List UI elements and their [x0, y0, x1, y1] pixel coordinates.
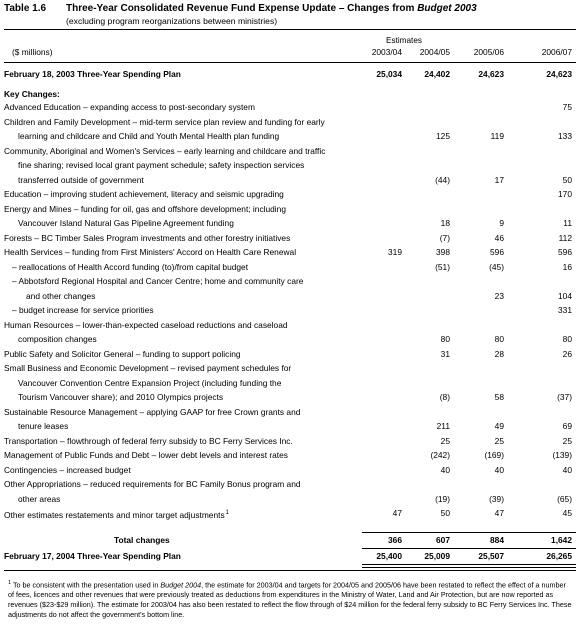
row-label	[12, 276, 386, 287]
row-value-c3: 9	[499, 218, 504, 228]
key-changes-heading	[4, 89, 576, 100]
plan-end-double-rule	[362, 564, 576, 568]
row-value-c3: 80	[494, 334, 504, 344]
row-label	[4, 465, 386, 476]
row-label	[26, 291, 386, 302]
col-header-2004: 2004/05	[419, 47, 450, 57]
row-label	[18, 378, 386, 389]
row-label-text: composition changes	[18, 334, 97, 344]
row-value-c2: (7)	[439, 232, 450, 243]
row-label-text: transferred outside of government	[18, 174, 144, 185]
table-row	[4, 465, 576, 476]
row-value-c2: (242)	[430, 450, 450, 460]
header-rule	[4, 29, 576, 30]
row-label-text: Tourism Vancouver share); and 2010 Olympics projects	[18, 392, 224, 402]
row-label	[18, 218, 386, 229]
row-label-text: – reallocations of Health Accord funding (to)/from capital budget	[12, 261, 249, 272]
row-value-c2: 40	[440, 464, 450, 475]
title-text: Three-Year Consolidated Revenue Fund Expense Update – Changes from	[66, 3, 418, 14]
row-value-c2: (44)	[435, 174, 450, 185]
row-value-c4: 133	[558, 131, 572, 141]
plan-start-row	[4, 69, 576, 80]
row-label	[4, 102, 386, 113]
row-value-c4: 16	[562, 261, 572, 272]
row-label-text: Health Services – funding from First Ministers' Accord on Health Care Renewal	[4, 247, 297, 257]
row-value-c4: (37)	[557, 392, 572, 402]
row-value-c4: 170	[558, 189, 572, 199]
plan-end-rule	[362, 548, 576, 549]
table-number: Table 1.6	[4, 3, 47, 14]
table-row	[4, 131, 576, 142]
row-value-c4: 69	[562, 421, 572, 431]
row-value-c4: 596	[558, 247, 572, 257]
row-label	[4, 247, 386, 258]
row-value-c1: 47	[392, 508, 402, 518]
footnote-post: , the estimate for 2003/04 and targets for 2004/05 and 2005/06 have been restated to reflect the effect of a number of fees, licences and other revenues that were previously treated as deductions from expenditures in the Ministry of Water, Land and Air Protection, but are now reported as revenues ($23-$29 million). The estimate for 2003/04 has also been restated to reflect the flow through of $24 million for the federal ferry subsidy to BC Ferry Services Inc. These adjustments do not affect the government's bottom line.	[8, 580, 572, 620]
plan-end-c2: 25,009	[424, 551, 450, 561]
table-row	[4, 160, 576, 171]
row-label	[18, 175, 386, 186]
plan-end-label: February 17, 2004 Three-Year Spending Plan	[4, 551, 386, 562]
table-row	[4, 262, 576, 273]
row-label	[4, 436, 386, 447]
row-label	[18, 131, 386, 142]
table-row	[4, 421, 576, 432]
plan-start-c1: 25,034	[376, 69, 402, 79]
row-label-text: Other estimates restatements and minor target adjustments	[4, 509, 225, 520]
row-label	[4, 479, 386, 490]
table-row	[4, 320, 576, 331]
table-title	[66, 3, 477, 14]
table-row	[4, 146, 576, 157]
row-value-c3: 596	[490, 247, 504, 257]
row-label-text: fine sharing; revised local grant payment schedule; safety inspection services	[18, 160, 305, 170]
row-label	[18, 160, 386, 171]
row-label-text: Sustainable Resource Management – applying GAAP for free Crown grants and	[4, 406, 301, 417]
row-value-c1: 319	[388, 247, 402, 257]
table-row	[4, 305, 576, 316]
row-value-c4: 40	[562, 464, 572, 475]
row-label	[4, 146, 386, 157]
row-value-c3: 119	[490, 131, 504, 141]
table-row	[4, 102, 576, 113]
row-label	[4, 117, 386, 128]
row-label-text: Advanced Education – expanding access to post-secondary system	[4, 102, 255, 112]
row-value-c3: 49	[494, 421, 504, 431]
row-label-text: learning and childcare and Child and Youth Mental Health plan funding	[18, 131, 280, 141]
row-value-c4: 11	[563, 218, 572, 228]
row-label	[4, 508, 386, 521]
total-row	[4, 535, 576, 546]
table-subtitle: (excluding program reorganizations between ministries)	[66, 16, 278, 26]
row-label	[12, 262, 386, 273]
row-value-c3: 23	[494, 290, 504, 301]
row-value-c3: (39)	[489, 493, 504, 504]
plan-start-c3: 24,623	[478, 69, 504, 79]
row-label-text: Public Safety and Solicitor General – funding to support policing	[4, 348, 241, 359]
table-row	[4, 218, 576, 229]
row-footnote-marker: 1	[225, 510, 229, 516]
row-value-c4: 26	[562, 348, 572, 359]
row-value-c3: 46	[494, 232, 504, 243]
row-value-c2: 80	[440, 334, 450, 344]
row-value-c3: 25	[494, 435, 504, 446]
row-value-c2: 398	[436, 247, 450, 257]
row-value-c4: (65)	[557, 493, 572, 504]
row-value-c2: 50	[440, 508, 450, 518]
row-label-text: – budget increase for service priorities	[12, 305, 154, 315]
row-value-c3: (45)	[489, 261, 504, 272]
plan-start-label: February 18, 2003 Three-Year Spending Plan	[4, 69, 386, 80]
row-label	[4, 233, 386, 244]
row-value-c2: (8)	[439, 392, 450, 402]
row-value-c4: 80	[562, 334, 572, 344]
total-rule	[362, 532, 576, 533]
row-label-text: Transportation – flowthrough of federal ferry subsidy to BC Ferry Services Inc.	[4, 435, 293, 446]
total-c2: 607	[436, 535, 450, 545]
row-label	[18, 421, 386, 432]
row-value-c3: 58	[494, 392, 504, 402]
plan-end-row	[4, 551, 576, 562]
row-value-c2: (19)	[435, 493, 450, 504]
row-label-text: Human Resources – lower-than-expected caseload reductions and caseload	[4, 319, 288, 330]
row-label-text: Contingencies – increased budget	[4, 464, 131, 475]
row-label-text: Community, Aboriginal and Women's Services – early learning and childcare and traffic	[4, 145, 326, 156]
row-label-text: Children and Family Development – mid-term service plan review and funding for early	[4, 116, 325, 127]
row-label-text: Vancouver Island Natural Gas Pipeline Agreement funding	[18, 218, 234, 228]
row-label	[4, 363, 386, 374]
row-label-text: Other Appropriations – reduced requirements for BC Family Bonus program and	[4, 479, 301, 489]
row-value-c4: 50	[562, 174, 572, 185]
row-value-c4: 25	[562, 435, 572, 446]
title-italic: Budget 2003	[417, 3, 477, 14]
column-header-row	[4, 47, 576, 58]
key-changes-label: Key Changes:	[4, 89, 60, 99]
table-row	[4, 291, 576, 302]
row-value-c4: 75	[562, 102, 572, 112]
row-value-c3: (169)	[484, 450, 504, 460]
row-label-text: and other changes	[26, 290, 96, 301]
row-label	[12, 305, 386, 316]
table-row	[4, 349, 576, 360]
row-value-c2: 31	[440, 348, 450, 359]
col-header-2003: 2003/04	[371, 47, 402, 57]
row-value-c4: (139)	[552, 450, 572, 460]
row-label-text: tenure leases	[18, 421, 69, 431]
column-header-rule	[4, 62, 576, 63]
table-row	[4, 479, 576, 490]
table-row	[4, 276, 576, 287]
table-row	[4, 233, 576, 244]
row-label-text: Management of Public Funds and Debt – lower debt levels and interest rates	[4, 450, 288, 460]
table-row	[4, 378, 576, 389]
table-row	[4, 247, 576, 258]
footnote	[8, 578, 572, 620]
table-row	[4, 175, 576, 186]
table-row	[4, 494, 576, 505]
plan-start-c2: 24,402	[424, 69, 450, 79]
row-value-c3: 28	[494, 348, 504, 359]
col-estimates-label: Estimates	[386, 36, 422, 45]
row-label-text: Energy and Mines – funding for oil, gas and offshore development; including	[4, 203, 286, 214]
row-label	[18, 334, 386, 345]
row-value-c2: 211	[436, 421, 450, 431]
footnote-italic: Budget 2004	[160, 580, 202, 590]
row-value-c2: (51)	[435, 261, 450, 272]
row-value-c4: 104	[558, 290, 572, 301]
table-row	[4, 407, 576, 418]
plan-start-c4: 24,623	[546, 69, 572, 79]
footer-rule	[4, 570, 576, 571]
row-value-c3: 47	[494, 508, 504, 518]
row-label	[4, 320, 386, 331]
row-label	[4, 450, 386, 461]
row-label	[4, 349, 386, 360]
row-label	[4, 204, 386, 215]
table-row	[4, 117, 576, 128]
row-label	[18, 494, 386, 505]
table-row	[4, 334, 576, 345]
footnote-marker: 1	[8, 580, 12, 586]
table-row	[4, 363, 576, 374]
row-value-c4: 112	[558, 232, 572, 243]
row-label	[4, 407, 386, 418]
table-row	[4, 508, 576, 519]
row-value-c2: 125	[436, 131, 450, 141]
row-value-c2: 18	[440, 218, 450, 228]
plan-end-c3: 25,507	[478, 551, 504, 561]
units-label: ($ millions)	[12, 47, 53, 57]
row-value-c3: 17	[494, 174, 504, 185]
total-c1: 366	[388, 535, 402, 545]
total-c4: 1,642	[551, 535, 572, 545]
table-row	[4, 392, 576, 403]
plan-end-c4: 26,265	[546, 551, 572, 561]
row-label-text: Education – improving student achievement, literacy and seismic upgrading	[4, 189, 284, 199]
total-label: Total changes	[114, 535, 170, 545]
table-row	[4, 450, 576, 461]
row-value-c4: 45	[562, 508, 572, 518]
table-row	[4, 204, 576, 215]
row-label	[4, 189, 386, 200]
row-label-text: – Abbotsford Regional Hospital and Cancer Centre; home and community care	[12, 276, 304, 286]
col-header-2005: 2005/06	[473, 47, 504, 57]
row-label-text: Forests – BC Timber Sales Program investments and other forestry initiatives	[4, 232, 291, 243]
col-header-2006: 2006/07	[541, 47, 572, 57]
total-c3: 884	[490, 535, 504, 545]
row-label-text: Vancouver Convention Centre Expansion Project (including funding the	[18, 377, 282, 388]
footnote-pre: To be consistent with the presentation used in	[12, 580, 161, 590]
plan-end-c1: 25,400	[376, 551, 402, 561]
table-row	[4, 189, 576, 200]
row-label-text: other areas	[18, 493, 61, 504]
table-row	[4, 436, 576, 447]
row-value-c2: 25	[440, 435, 450, 446]
row-value-c4: 331	[558, 305, 572, 315]
row-label-text: Small Business and Economic Development – revised payment schedules for	[4, 363, 292, 373]
row-label	[18, 392, 386, 403]
row-value-c3: 40	[494, 464, 504, 475]
